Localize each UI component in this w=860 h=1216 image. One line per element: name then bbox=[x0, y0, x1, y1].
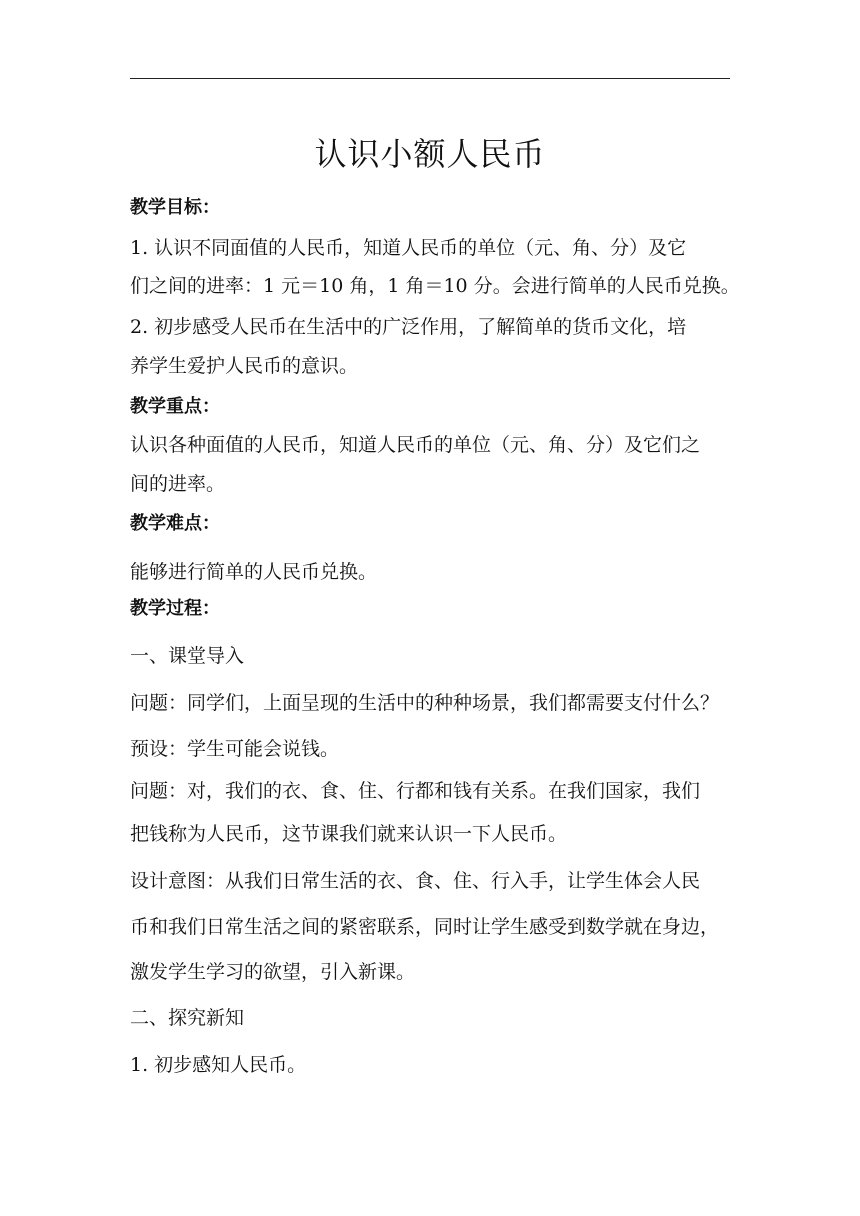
objectives-line-3: 2. 初步感受人民币在生活中的广泛作用，了解简单的货币文化，培 bbox=[130, 316, 687, 338]
objectives-line-2: 们之间的进率：1 元＝10 角，1 角＝10 分。会进行简单的人民币兑换。 bbox=[130, 275, 740, 297]
process-heading: 教学过程： bbox=[130, 598, 220, 619]
process-line-1: 一、课堂导入 bbox=[130, 645, 245, 667]
process-line-2: 问题：同学们，上面呈现的生活中的种种场景，我们都需要支付什么？ bbox=[130, 692, 720, 714]
key-points-line-2: 间的进率。 bbox=[130, 473, 226, 495]
document-title: 认识小额人民币 bbox=[314, 135, 546, 173]
process-line-9: 二、探究新知 bbox=[130, 1007, 245, 1029]
difficulties-heading: 教学难点： bbox=[130, 513, 220, 534]
difficulties-line-1: 能够进行简单的人民币兑换。 bbox=[130, 561, 378, 583]
process-line-8: 激发学生学习的欲望，引入新课。 bbox=[130, 961, 416, 983]
process-line-5: 把钱称为人民币，这节课我们就来认识一下人民币。 bbox=[130, 823, 568, 845]
key-points-heading: 教学重点： bbox=[130, 396, 220, 417]
process-line-3: 预设：学生可能会说钱。 bbox=[130, 738, 340, 760]
process-line-4: 问题：对，我们的衣、食、住、行都和钱有关系。在我们国家，我们 bbox=[130, 780, 701, 802]
process-line-7: 币和我们日常生活之间的紧密联系，同时让学生感受到数学就在身边， bbox=[130, 916, 720, 938]
objectives-line-4: 养学生爱护人民币的意识。 bbox=[130, 355, 359, 377]
process-line-6: 设计意图：从我们日常生活的衣、食、住、行入手，让学生体会人民 bbox=[130, 870, 701, 892]
process-line-10: 1. 初步感知人民币。 bbox=[130, 1054, 307, 1076]
objectives-heading: 教学目标： bbox=[130, 197, 220, 218]
objectives-line-1: 1. 认识不同面值的人民币，知道人民币的单位（元、角、分）及它 bbox=[130, 237, 687, 259]
header-rule bbox=[130, 78, 730, 79]
key-points-line-1: 认识各种面值的人民币，知道人民币的单位（元、角、分）及它们之 bbox=[130, 434, 701, 456]
